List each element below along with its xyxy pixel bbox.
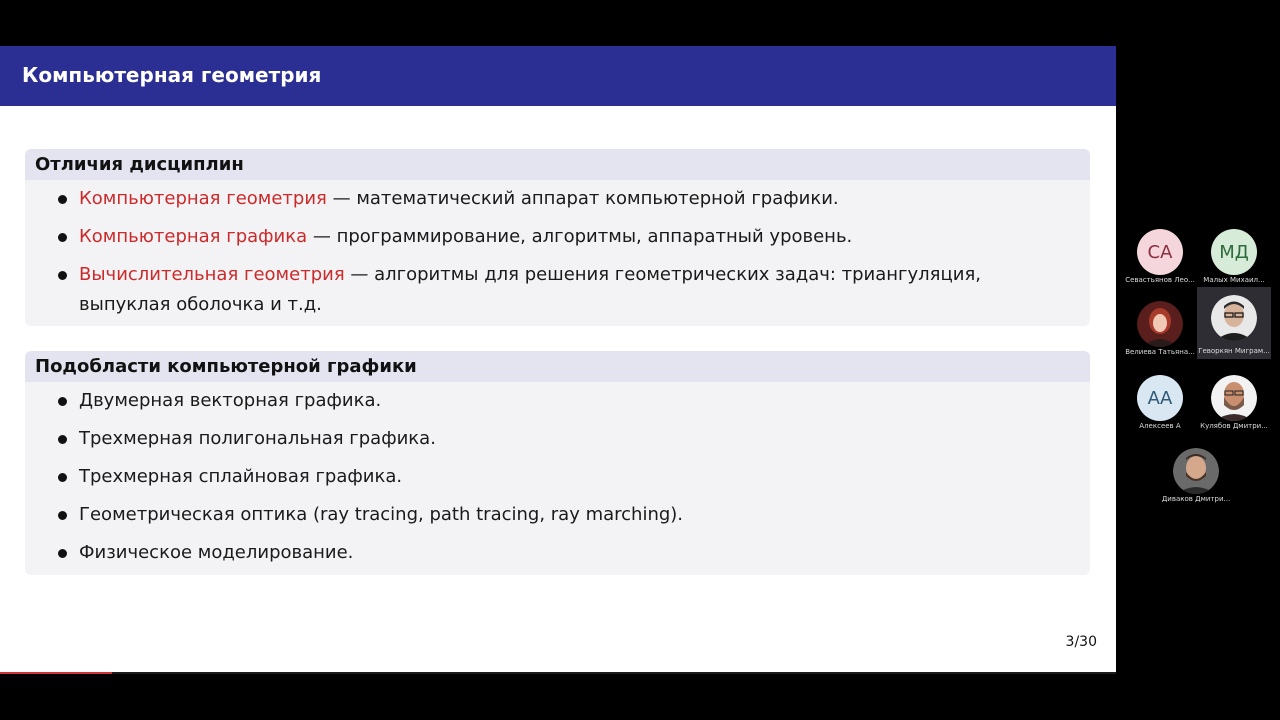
list-item [25,500,1090,530]
presentation-slide [0,46,1116,672]
participant-name: Севастьянов Лео... [1125,276,1195,284]
woman-avatar-icon [1137,301,1183,347]
man-beard2-avatar-icon [1173,448,1219,494]
participant-tile[interactable] [1197,227,1271,293]
bullet-icon [58,271,67,280]
initials-avatar: СА [1137,229,1183,275]
page-number: 3/30 [1065,634,1097,650]
participant-tile-active[interactable] [1197,287,1271,359]
participant-name: Малых Михаил... [1203,276,1265,284]
slide-header [0,46,1116,106]
block-discipline-differences [25,149,1090,326]
participant-name: Геворкян Миграм... [1198,347,1270,355]
bullet-icon [58,549,67,558]
list-item [25,260,1090,320]
participant-tile[interactable] [1159,446,1233,512]
list-item [25,538,1090,568]
item-text: Физическое моделирование. [79,542,354,563]
list-item [25,222,1090,252]
bullet-icon [58,473,67,482]
slide-progress-fill [0,672,112,674]
bullet-icon [58,435,67,444]
bullet-icon [58,397,67,406]
block-title: Отличия дисциплин [25,149,1090,180]
participant-name: Алексеев А [1139,422,1181,430]
participant-name: Кулябов Дмитри... [1200,422,1268,430]
bullet-list [25,180,1090,320]
man-beard-avatar-icon [1211,375,1257,421]
bullet-icon [58,511,67,520]
man-glasses-avatar-icon [1211,295,1257,341]
term-label: Компьютерная геометрия [79,188,327,209]
item-text: Трехмерная сплайновая графика. [79,466,403,487]
participant-name: Диваков Дмитри... [1161,495,1231,503]
item-text: — математический аппарат компьютерной графики. [326,188,839,209]
item-text: — алгоритмы для решения геометрических задач: триангуляция, выпуклая оболочка и т.д. [79,264,981,315]
item-text: — программирование, алгоритмы, аппаратный уровень. [307,226,853,247]
list-item [25,424,1090,454]
block-title: Подобласти компьютерной графики [25,351,1090,382]
list-item [25,386,1090,416]
list-item [25,462,1090,492]
participant-tile[interactable] [1123,373,1197,439]
bullet-icon [58,233,67,242]
term-label: Вычислительная геометрия [79,264,345,285]
slide-progress-bar [0,672,1116,674]
term-label: Компьютерная графика [79,226,308,247]
initials-avatar: АА [1137,375,1183,421]
participant-tile[interactable] [1123,227,1197,293]
item-text: Геометрическая оптика (ray tracing, path tracing, ray marching). [79,504,684,525]
item-text: Двумерная векторная графика. [79,390,382,411]
participant-name: Велиева Татьяна... [1125,348,1195,356]
bullet-list [25,382,1090,568]
slide-title: Компьютерная геометрия [22,63,322,87]
block-graphics-subfields [25,351,1090,575]
participant-tile[interactable] [1123,299,1197,365]
participant-tile[interactable] [1197,373,1271,439]
bullet-icon [58,195,67,204]
list-item [25,184,1090,214]
item-text: Трехмерная полигональная графика. [79,428,436,449]
initials-avatar: МД [1211,229,1257,275]
